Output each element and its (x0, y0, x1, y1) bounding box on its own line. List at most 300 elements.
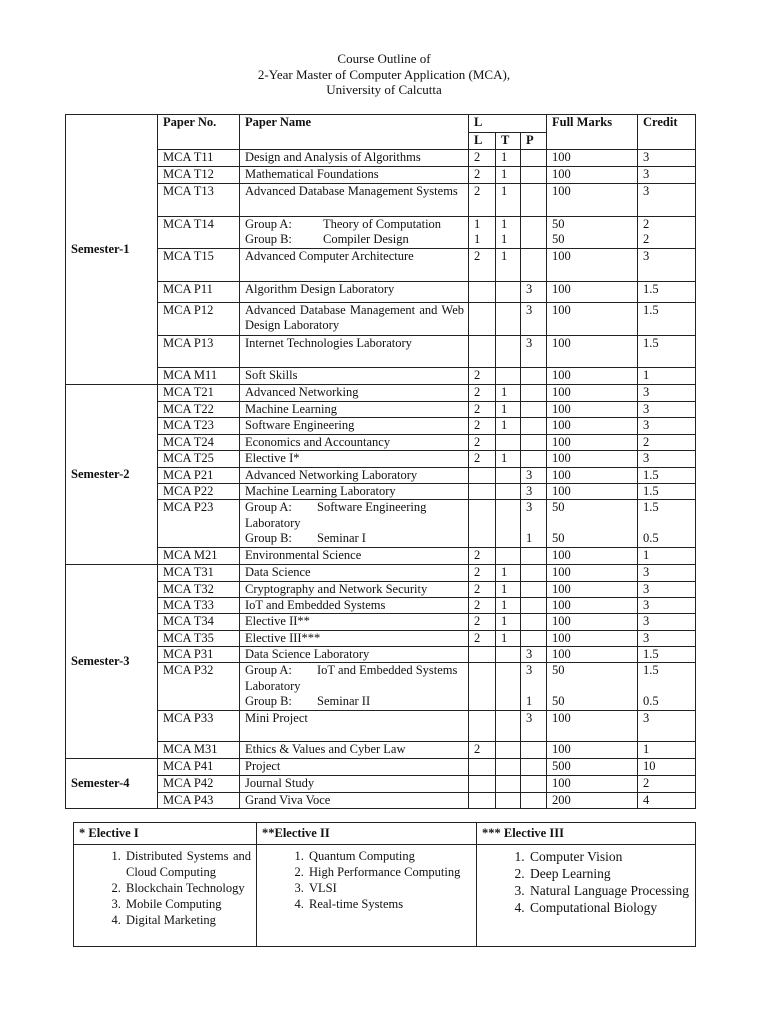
paper-name: Advanced Database Management and Web Design Laboratory (240, 303, 469, 336)
cell-credit: 1.5 (638, 303, 696, 336)
course-row (66, 614, 696, 630)
cell-credit: 2 (638, 434, 696, 450)
cell-l: 2 (469, 548, 496, 565)
cell-t: 1 (496, 598, 521, 614)
course-row (66, 565, 696, 581)
cell-p (521, 402, 547, 418)
cell-t (496, 776, 521, 792)
paper-name: Mathematical Foundations (240, 167, 469, 184)
cell-t (496, 500, 521, 548)
course-row (66, 742, 696, 759)
group-line (245, 531, 468, 546)
paper-name (240, 217, 469, 249)
spacer (552, 516, 637, 531)
cell-marks: 100 (547, 467, 638, 483)
header-p: P (521, 133, 547, 150)
cell-p (521, 167, 547, 184)
group-b-value: 1 (474, 232, 481, 247)
paper-no: MCA P12 (158, 303, 240, 336)
document-title (0, 51, 768, 98)
group-line (245, 217, 468, 232)
cell-p: 3 (521, 282, 547, 303)
cell-t: 1 (496, 402, 521, 418)
paper-no: MCA P23 (158, 500, 240, 548)
group-b-value: 1 (526, 530, 533, 545)
cell-t (496, 368, 521, 385)
group-b-value: 0.5 (643, 530, 659, 545)
cell-marks: 100 (547, 484, 638, 500)
course-row (66, 792, 696, 808)
course-row (66, 759, 696, 776)
cell-t (496, 548, 521, 565)
elective-item: 1. Quantum Computing (307, 848, 471, 864)
cell-p (521, 581, 547, 597)
course-row (66, 711, 696, 742)
cell-credit: 1.5 (638, 646, 696, 662)
cell-credit: 3 (638, 598, 696, 614)
cell-l (469, 484, 496, 500)
group-a-value: 1.5 (643, 500, 659, 515)
group-name: Software Engineering Laboratory (245, 500, 427, 530)
cell-credit: 1.5 (638, 467, 696, 483)
paper-name: Elective III*** (240, 630, 469, 646)
cell-t (496, 217, 521, 249)
group-a-value: 1 (474, 217, 481, 231)
paper-name: Grand Viva Voce (240, 792, 469, 808)
cell-p (521, 450, 547, 467)
paper-name: Advanced Computer Architecture (240, 249, 469, 282)
paper-name: Environmental Science (240, 548, 469, 565)
course-row (66, 630, 696, 646)
cell-credit: 3 (638, 450, 696, 467)
elective-item: 2. High Performance Computing (307, 864, 471, 880)
course-row (66, 402, 696, 418)
cell-t (496, 434, 521, 450)
paper-name (240, 500, 469, 548)
elective-item: 2. Deep Learning (528, 865, 690, 882)
group-name: Compiler Design (323, 232, 409, 247)
cell-p (521, 663, 547, 711)
spacer (526, 516, 546, 531)
paper-name: Machine Learning Laboratory (240, 484, 469, 500)
paper-name: Elective II** (240, 614, 469, 630)
course-row (66, 776, 696, 792)
paper-name: Soft Skills (240, 368, 469, 385)
elective-item: 3. Mobile Computing (124, 896, 251, 912)
header-full-marks: Full Marks (547, 115, 638, 150)
cell-t (496, 759, 521, 776)
cell-marks: 100 (547, 548, 638, 565)
group-line (245, 663, 468, 694)
group-b-value: 1 (501, 232, 508, 247)
paper-no: MCA P21 (158, 467, 240, 483)
elective-i-cell (74, 845, 257, 947)
group-b-value: 2 (643, 232, 650, 247)
group-name: Seminar I (317, 531, 366, 546)
cell-l: 2 (469, 249, 496, 282)
cell-t (496, 484, 521, 500)
paper-no: MCA P22 (158, 484, 240, 500)
cell-l: 2 (469, 418, 496, 434)
group-b-value: 0.5 (643, 693, 659, 708)
cell-marks: 100 (547, 565, 638, 581)
paper-no: MCA T23 (158, 418, 240, 434)
group-label: Group B: (245, 232, 292, 247)
title-line: University of Calcutta (326, 82, 442, 97)
elective-item: 3. VLSI (307, 880, 471, 896)
paper-no: MCA T31 (158, 565, 240, 581)
paper-name: Advanced Networking Laboratory (240, 467, 469, 483)
cell-credit: 1 (638, 742, 696, 759)
paper-name: Project (240, 759, 469, 776)
header-paper-no: Paper No. (158, 115, 240, 150)
cell-p (521, 776, 547, 792)
cell-l: 2 (469, 598, 496, 614)
cell-p (521, 368, 547, 385)
group-a-value: 1 (501, 217, 508, 231)
cell-l (469, 282, 496, 303)
cell-t: 1 (496, 249, 521, 282)
course-row (66, 663, 696, 711)
cell-p (521, 548, 547, 565)
paper-no: MCA T22 (158, 402, 240, 418)
cell-credit: 2 (638, 776, 696, 792)
cell-marks: 100 (547, 184, 638, 217)
paper-name: Economics and Accountancy (240, 434, 469, 450)
spacer (643, 679, 695, 694)
elective-item: 4. Computational Biology (528, 899, 690, 916)
spacer (643, 516, 695, 531)
cell-marks: 100 (547, 434, 638, 450)
course-row (66, 598, 696, 614)
cell-t (496, 792, 521, 808)
group-b-value: 50 (552, 232, 565, 247)
cell-l (469, 646, 496, 662)
cell-p (521, 614, 547, 630)
cell-marks: 100 (547, 402, 638, 418)
group-a-value: 50 (552, 500, 565, 515)
cell-p (521, 565, 547, 581)
course-row (66, 450, 696, 467)
elective-item: 1. Distributed Systems and Cloud Computing (124, 848, 251, 880)
cell-credit: 3 (638, 167, 696, 184)
semester-label: Semester-2 (66, 385, 158, 565)
paper-no: MCA M31 (158, 742, 240, 759)
header-t: T (496, 133, 521, 150)
paper-no: MCA P41 (158, 759, 240, 776)
cell-t (496, 663, 521, 711)
cell-marks: 100 (547, 336, 638, 368)
cell-p (521, 792, 547, 808)
course-row (66, 303, 696, 336)
cell-t (496, 282, 521, 303)
paper-no: MCA P11 (158, 282, 240, 303)
cell-credit: 3 (638, 418, 696, 434)
group-b-value: 50 (552, 530, 565, 545)
cell-l (469, 759, 496, 776)
paper-no: MCA T33 (158, 598, 240, 614)
cell-l: 2 (469, 450, 496, 467)
paper-name: Data Science Laboratory (240, 646, 469, 662)
group-label: Group A: (245, 217, 292, 231)
elective-item: 4. Real-time Systems (307, 896, 471, 912)
course-row (66, 282, 696, 303)
paper-no: MCA M21 (158, 548, 240, 565)
cell-l (469, 711, 496, 742)
cell-l (469, 500, 496, 548)
spacer (526, 679, 546, 694)
cell-t (496, 467, 521, 483)
cell-credit: 3 (638, 630, 696, 646)
paper-name: Design and Analysis of Algorithms (240, 150, 469, 167)
cell-credit: 3 (638, 565, 696, 581)
header-paper-name: Paper Name (240, 115, 469, 150)
course-outline-body (66, 115, 696, 809)
course-row (66, 646, 696, 662)
course-row (66, 336, 696, 368)
cell-marks: 100 (547, 385, 638, 402)
cell-l: 2 (469, 614, 496, 630)
group-label: Group B: (245, 531, 292, 546)
cell-credit (638, 663, 696, 711)
paper-no: MCA T24 (158, 434, 240, 450)
paper-no: MCA T25 (158, 450, 240, 467)
paper-name: IoT and Embedded Systems (240, 598, 469, 614)
cell-p (521, 630, 547, 646)
cell-p (521, 434, 547, 450)
header-row (66, 115, 696, 133)
cell-marks: 200 (547, 792, 638, 808)
cell-l (469, 336, 496, 368)
paper-no: MCA T12 (158, 167, 240, 184)
cell-t (496, 742, 521, 759)
cell-l (469, 663, 496, 711)
paper-name: Journal Study (240, 776, 469, 792)
group-a-value: 50 (552, 663, 565, 678)
course-row (66, 418, 696, 434)
cell-l (469, 467, 496, 483)
cell-p (521, 249, 547, 282)
course-row (66, 150, 696, 167)
cell-marks: 100 (547, 450, 638, 467)
course-row (66, 167, 696, 184)
cell-l: 2 (469, 385, 496, 402)
paper-name: Cryptography and Network Security (240, 581, 469, 597)
elective-item: 2. Blockchain Technology (124, 880, 251, 896)
paper-name: Advanced Networking (240, 385, 469, 402)
paper-name: Mini Project (240, 711, 469, 742)
cell-p: 3 (521, 336, 547, 368)
cell-p: 3 (521, 303, 547, 336)
cell-l: 2 (469, 167, 496, 184)
course-row (66, 548, 696, 565)
cell-l (469, 217, 496, 249)
cell-marks: 100 (547, 368, 638, 385)
elective-iii-list (482, 848, 690, 916)
elective-iii-title: *** Elective III (477, 823, 696, 845)
cell-l: 2 (469, 565, 496, 581)
paper-no: MCA T21 (158, 385, 240, 402)
cell-marks (547, 663, 638, 711)
cell-credit: 1.5 (638, 282, 696, 303)
cell-p (521, 500, 547, 548)
group-name: Theory of Computation (323, 217, 442, 231)
cell-l: 2 (469, 184, 496, 217)
cell-p (521, 184, 547, 217)
paper-name: Ethics & Values and Cyber Law (240, 742, 469, 759)
electives-list-row (74, 845, 696, 947)
course-row (66, 184, 696, 217)
group-label: Group A: (245, 663, 292, 678)
electives-header-row (74, 823, 696, 845)
paper-no: MCA T32 (158, 581, 240, 597)
cell-marks: 100 (547, 282, 638, 303)
group-line (245, 232, 468, 247)
cell-t: 1 (496, 450, 521, 467)
paper-no: MCA P31 (158, 646, 240, 662)
cell-p (521, 742, 547, 759)
elective-item: 4. Digital Marketing (124, 912, 251, 928)
cell-credit: 1 (638, 548, 696, 565)
cell-credit: 3 (638, 150, 696, 167)
cell-p (521, 217, 547, 249)
cell-l: 2 (469, 402, 496, 418)
cell-l (469, 792, 496, 808)
cell-credit: 1.5 (638, 336, 696, 368)
cell-t (496, 646, 521, 662)
group-line (245, 694, 468, 709)
cell-marks: 100 (547, 249, 638, 282)
cell-l: 2 (469, 368, 496, 385)
cell-t: 1 (496, 418, 521, 434)
spacer (474, 500, 495, 515)
paper-name: Software Engineering (240, 418, 469, 434)
cell-marks: 100 (547, 150, 638, 167)
group-line (245, 500, 468, 531)
header-credit: Credit (638, 115, 696, 150)
cell-marks: 100 (547, 776, 638, 792)
cell-l (469, 776, 496, 792)
paper-name: Machine Learning (240, 402, 469, 418)
cell-t: 1 (496, 184, 521, 217)
elective-item: 3. Natural Language Processing (528, 882, 690, 899)
cell-credit: 1 (638, 368, 696, 385)
course-row (66, 434, 696, 450)
paper-name: Algorithm Design Laboratory (240, 282, 469, 303)
group-a-value: 2 (643, 217, 650, 231)
cell-credit: 1.5 (638, 484, 696, 500)
group-b-value: 1 (526, 693, 533, 708)
paper-no: MCA T34 (158, 614, 240, 630)
cell-marks: 100 (547, 418, 638, 434)
cell-t: 1 (496, 167, 521, 184)
cell-p (521, 385, 547, 402)
cell-marks: 100 (547, 581, 638, 597)
cell-marks (547, 500, 638, 548)
semester-label: Semester-3 (66, 565, 158, 759)
cell-t: 1 (496, 630, 521, 646)
cell-credit: 3 (638, 249, 696, 282)
semester-label: Semester-4 (66, 759, 158, 809)
paper-no: MCA M11 (158, 368, 240, 385)
course-outline-table (65, 114, 696, 809)
group-name: IoT and Embedded Systems Laboratory (245, 663, 458, 693)
elective-i-list (79, 848, 251, 928)
paper-no: MCA T13 (158, 184, 240, 217)
elective-ii-cell (257, 845, 477, 947)
cell-t (496, 303, 521, 336)
spacer (552, 679, 637, 694)
paper-no: MCA P43 (158, 792, 240, 808)
cell-p (521, 418, 547, 434)
cell-credit: 3 (638, 711, 696, 742)
spacer (474, 663, 495, 678)
cell-t: 1 (496, 565, 521, 581)
elective-i-title: * Elective I (74, 823, 257, 845)
paper-no: MCA P13 (158, 336, 240, 368)
cell-marks: 100 (547, 630, 638, 646)
paper-name: Data Science (240, 565, 469, 581)
group-a-value: 50 (552, 217, 565, 231)
course-row (66, 500, 696, 548)
paper-name: Internet Technologies Laboratory (240, 336, 469, 368)
cell-credit (638, 500, 696, 548)
cell-credit: 3 (638, 614, 696, 630)
cell-t: 1 (496, 385, 521, 402)
course-row (66, 484, 696, 500)
group-a-value: 3 (526, 663, 533, 678)
elective-iii-cell (477, 845, 696, 947)
cell-p: 3 (521, 484, 547, 500)
course-row (66, 581, 696, 597)
group-b-value: 50 (552, 693, 565, 708)
cell-l: 2 (469, 581, 496, 597)
cell-p (521, 598, 547, 614)
cell-credit: 3 (638, 184, 696, 217)
header-l: L (469, 133, 496, 150)
cell-t: 1 (496, 581, 521, 597)
cell-l: 2 (469, 434, 496, 450)
course-row (66, 467, 696, 483)
cell-p (521, 150, 547, 167)
paper-no: MCA P32 (158, 663, 240, 711)
cell-marks: 100 (547, 614, 638, 630)
spacer (501, 500, 520, 515)
cell-credit: 3 (638, 581, 696, 597)
title-line: 2-Year Master of Computer Application (MCA), (257, 66, 511, 82)
cell-marks: 100 (547, 742, 638, 759)
spacer (501, 663, 520, 678)
group-name: Seminar II (317, 693, 371, 708)
group-a-value: 3 (526, 500, 533, 515)
paper-no: MCA T35 (158, 630, 240, 646)
cell-p: 3 (521, 646, 547, 662)
title-line: Course Outline of (337, 51, 431, 66)
cell-p (521, 759, 547, 776)
course-row (66, 385, 696, 402)
paper-no: MCA T15 (158, 249, 240, 282)
paper-name: Advanced Database Management Systems (240, 184, 469, 217)
paper-name (240, 663, 469, 711)
paper-name: Elective I* (240, 450, 469, 467)
cell-credit (638, 217, 696, 249)
cell-marks: 100 (547, 303, 638, 336)
paper-no: MCA P33 (158, 711, 240, 742)
semester-label: Semester-1 (66, 115, 158, 385)
group-label: Group A: (245, 500, 292, 515)
cell-marks: 100 (547, 646, 638, 662)
cell-t (496, 336, 521, 368)
